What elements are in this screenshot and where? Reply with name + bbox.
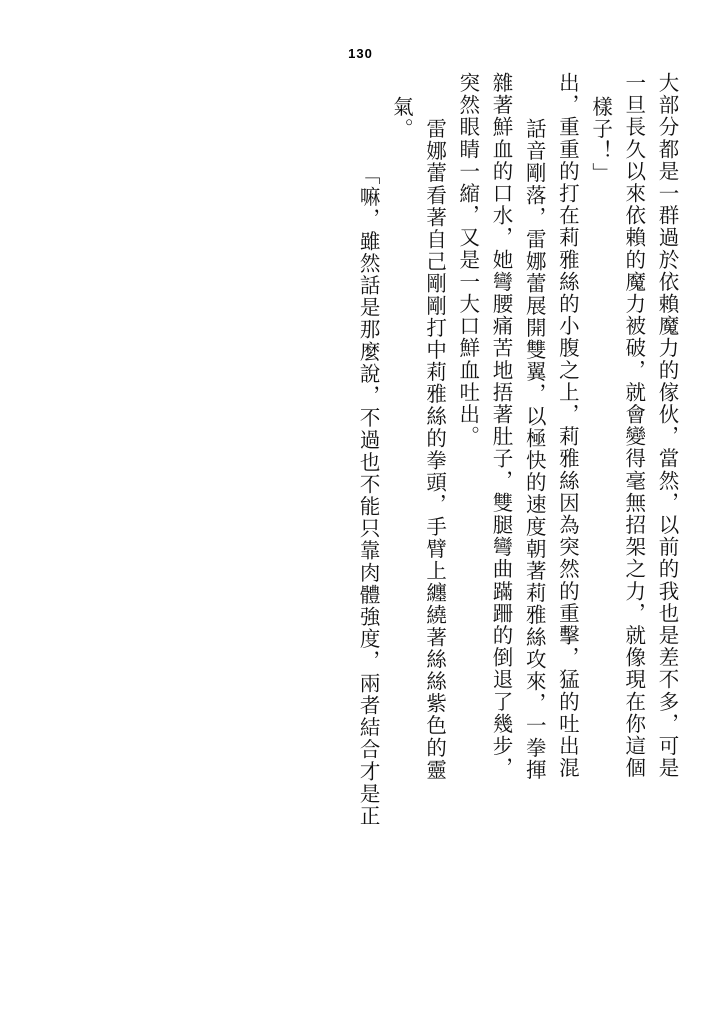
text-column: 雷娜蕾看著自己剛剛打中莉雅絲的拳頭，手臂上纏繞著絲絲紫色的靈 xyxy=(422,118,447,781)
page-number: 130 xyxy=(348,46,373,61)
text-column: 一旦長久以來依賴的魔力被破，就會變得毫無招架之力，就像現在你這個 xyxy=(621,72,646,780)
text-column: 大部分都是一群過於依賴魔力的傢伙，當然，以前的我也是差不多，可是 xyxy=(655,72,679,780)
text-column: 氣。 xyxy=(389,96,414,141)
text-column: 「嘛，雖然話是那麼說，不過也不能只靠肉體強度，兩者結合才是正 xyxy=(356,164,381,827)
vertical-text-body xyxy=(38,72,683,990)
text-column: 話音剛落，雷娜蕾展開雙翼，以極快的速度朝著莉雅絲攻來，一拳揮 xyxy=(522,118,547,781)
text-column: 雜著鮮血的口水，她彎腰痛苦地捂著肚子，雙腿彎曲蹣跚的倒退了幾步， xyxy=(488,72,513,780)
text-column: 突然眼睛一縮，又是一大口鮮血吐出。 xyxy=(455,72,480,448)
text-column: 出，重重的打在莉雅絲的小腹之上，莉雅絲因為突然的重擊，猛的吐出混 xyxy=(555,72,580,780)
text-column: 樣子！」 xyxy=(588,96,613,185)
